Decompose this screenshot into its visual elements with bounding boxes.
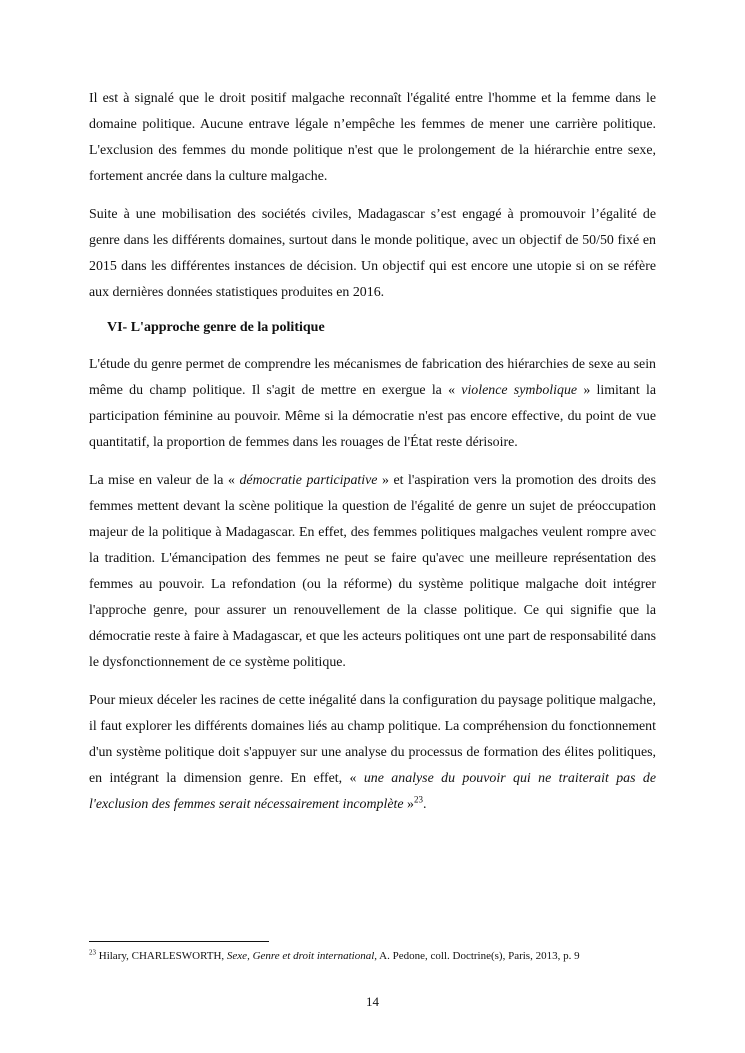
footnote-separator [89, 941, 269, 942]
footnote-number: 23 [89, 948, 96, 957]
footnote-details: , A. Pedone, coll. Doctrine(s), Paris, 2013, p. 9 [374, 950, 580, 962]
paragraph-roots-inequality [89, 688, 656, 818]
footnote [89, 949, 669, 963]
italic-term: violence symbolique [461, 383, 578, 398]
page-number: 14 [366, 994, 379, 1009]
page-body [89, 86, 656, 830]
footnote-author: Hilary, CHARLESWORTH, [96, 950, 227, 962]
paragraph-gender-study [89, 352, 656, 456]
paragraph-civil-society: Suite à une mobilisation des sociétés civiles, Madagascar s’est engagé à promouvoir l’égalité de genre dans les différents domaines, surtout dans le monde politique, avec un objectif de 50/50 fixé en 2015 dans les différentes instances de décision. Un objectif qui est encore une utopie si on se réfère aux dernières données statistiques produites en 2016. [89, 207, 656, 300]
text-run: » et l'aspiration vers la promotion des droits des femmes mettent devant la scène politique la question de l'égalité de genre un sujet de préoccupation majeur de la politique à Madagascar. En effet, des femmes politiques malgaches veulent rompre avec la tradition. L'émancipation des femmes ne peut se faire qu'avec une meilleure représentation des femmes au pouvoir. La refondation (ou la réforme) du système politique malgache doit intégrer l'approche genre, pour assurer un renouvellement de la classe politique. Ce qui signifie que la démocratie reste à faire à Madagascar, et que les acteurs politiques ont une part de responsabilité dans le dysfonctionnement de ce système politique. [89, 473, 656, 670]
paragraph-participative-democracy [89, 468, 656, 676]
footnote-title: Sexe, Genre et droit international [226, 950, 375, 962]
text-run: L'étude du genre permet de comprendre les mécanismes de fabrication des hiérarchies de sexe au sein même du champ politique. Il s'agit de mettre en exergue la « [89, 357, 656, 398]
italic-quote: une analyse du pouvoir qui ne traiterait pas de l'exclusion des femmes serait nécessairement incomplète [89, 771, 656, 812]
text-run: » limitant la participation féminine au pouvoir. Même si la démocratie n'est pas encore effective, du point de vue quantitatif, la proportion de femmes dans les rouages de l'État reste dérisoire. [89, 383, 657, 450]
section-heading: VI- L'approche genre de la politique [107, 320, 325, 335]
text-run: . [422, 797, 427, 812]
paragraph-equality-law: Il est à signalé que le droit positif malgache reconnaît l'égalité entre l'homme et la femme dans le domaine politique. Aucune entrave légale n’empêche les femmes de mener une carrière politique. L'exclusion des femmes du monde politique n'est que le prolongement de la hiérarchie entre sexe, fortement ancrée dans la culture malgache. [89, 91, 656, 184]
text-run: » [403, 797, 414, 812]
text-run: La mise en valeur de la « [89, 473, 240, 488]
text-run: Pour mieux déceler les racines de cette inégalité dans la configuration du paysage politique malgache, il faut explorer les différents domaines liés au champ politique. La compréhension du fonctionnement d'un système politique doit s'appuyer sur une analyse du processus de formation des élites politiques, en intégrant la dimension genre. En effet, « [89, 693, 656, 786]
italic-term: démocratie participative [239, 473, 378, 488]
footnote-reference[interactable]: 23 [413, 794, 423, 805]
